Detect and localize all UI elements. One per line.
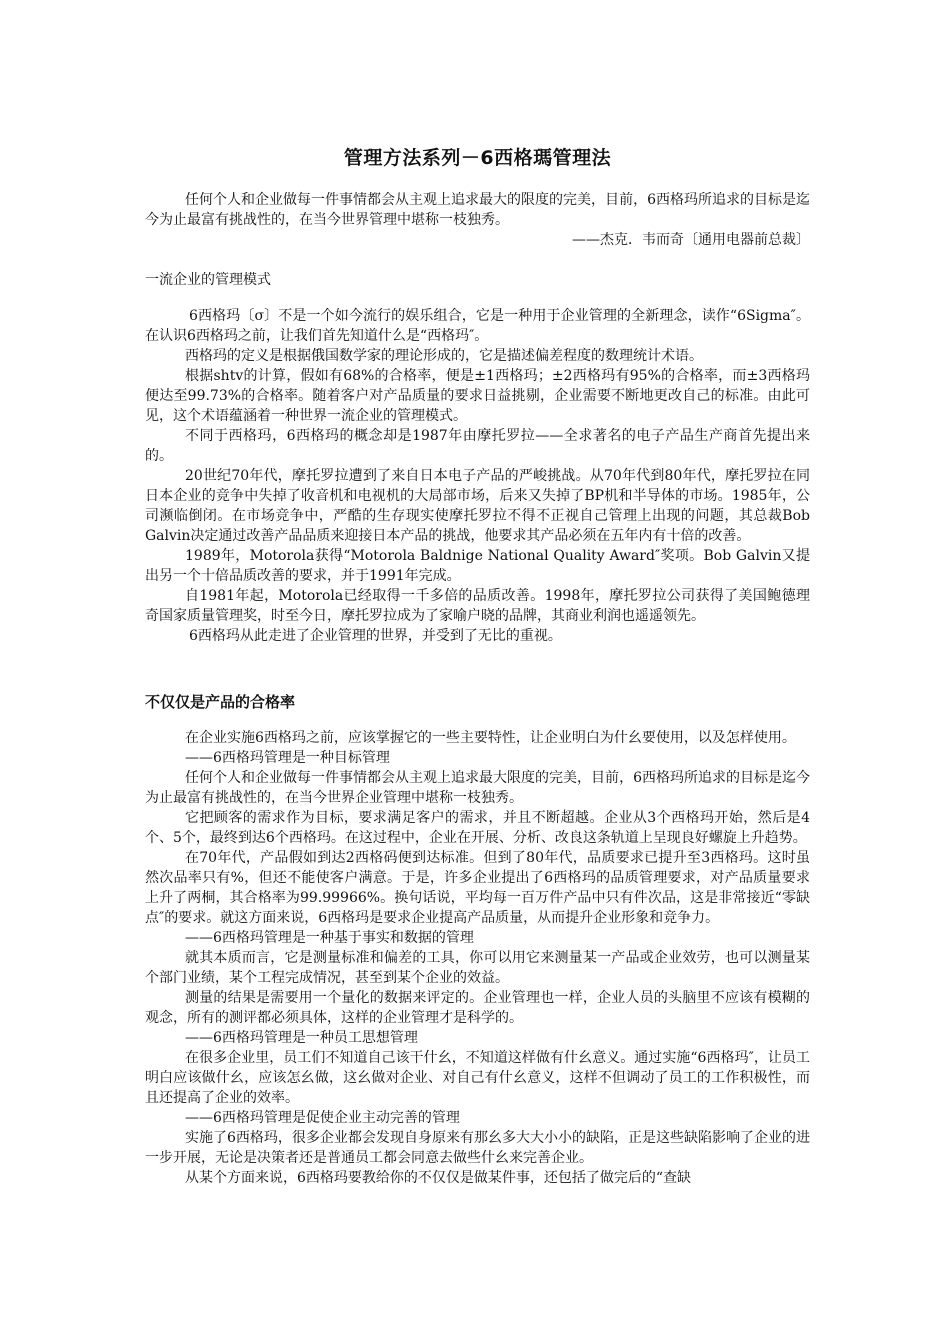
paragraph: 在企业实施6西格玛之前，应该掌握它的一些主要特性，让企业明白为什幺要使用，以及怎样使用。 [185, 730, 796, 746]
section2-heading: 不仅仅是产品的合格率 [145, 693, 296, 711]
intro-block [145, 190, 810, 250]
paragraph: 它把顾客的需求作为目标，要求满足客户的需求，并且不断超越。企业从3个西格玛开始，然后是4个、5个，最终到达6个西格玛。在这过程中，企业在开展、分析、改良这条轨道上呈现良好螺旋上升趋势。 [145, 810, 810, 846]
subheading: ——6西格玛管理是一种员工思想管理 [185, 1030, 418, 1046]
paragraph: 西格玛的定义是根据俄国数学家的理论形成的，它是描述偏差程度的数理统计术语。 [185, 348, 703, 364]
paragraph: 在70年代，产品假如到达2西格码便到达标准。但到了80年代，品质要求已提升至3西格玛。这时虽然次品率只有%，但还不能使客户满意。于是，许多企业提出了6西格玛的品质管理要求，对产品质量要求上升了两桐，其合格率为99.99966%。换句话说，平均每一百万件产品中只有件次品，这是非常接近“零缺点″的要求。就这方面来说，6西格玛是要求企业提高产品质量，从而提升企业形象和竞争力。 [145, 850, 810, 926]
paragraph: 实施了6西格玛，很多企业都会发现自身原来有那幺多大大小小的缺陷，正是这些缺陷影响了企业的进一步开展，无论是决策者还是普通员工都会同意去做些什幺来完善企业。 [145, 1130, 810, 1166]
paragraph: 就其本质而言，它是测量标准和偏差的工具，你可以用它来测量某一产品或企业效劳，也可以测量某个部门业绩，某个工程完成情况，甚至到某个企业的效益。 [145, 950, 810, 986]
paragraph: 20世纪70年代，摩托罗拉遭到了来自日本电子产品的严峻挑战。从70年代到80年代，摩托罗拉在同日本企业的竞争中失掉了收音机和电视机的大局部市场，后来又失掉了BP机和半导体的市场。1985年，公司濒临倒闭。在市场竞争中，严酷的生存现实使摩托罗拉不得不正视自己管理上出现的问题，其总裁Bob Galvin决定通过改善产品品质来迎接日本产品的挑战，他要求其产品必须在五年内有十倍的改善。 [145, 468, 810, 544]
paragraph: 6西格玛从此走进了企业管理的世界，并受到了无比的重视。 [189, 628, 562, 644]
subheading: ——6西格玛管理是促使企业主动完善的管理 [185, 1110, 460, 1126]
section1-body [145, 306, 810, 646]
subheading: ——6西格玛管理是一种目标管理 [185, 750, 390, 766]
paragraph: 根据shtv的计算，假如有68%的合格率，便是±1西格玛；±2西格玛有95%的合格率，而±3西格玛便达至99.73%的合格率。随着客户对产品质量的要求日益挑剔，企业需要不断地更改自己的标准。由此可见，这个术语蕴涵着一种世界一流企业的管理模式。 [145, 368, 810, 424]
document-title: 管理方法系列－6西格瑪管理法 [343, 147, 612, 169]
paragraph: 1989年，Motorola获得“Motorola Baldnige National Quality Award″奖项。Bob Galvin又提出另一个十倍品质改善的要求，并于1991年完成。 [145, 548, 810, 584]
paragraph: 不同于西格玛，6西格玛的概念却是1987年由摩托罗拉——全求著名的电子产品生产商首先提出来的。 [145, 428, 810, 464]
paragraph: 6西格玛〔σ〕不是一个如今流行的娱乐组合，它是一种用于企业管理的全新理念，读作“6Sigma″。在认识6西格玛之前，让我们首先知道什么是“西格玛″。 [145, 308, 810, 344]
paragraph: 自1981年起，Motorola已经取得一千多倍的品质改善。1998年，摩托罗拉公司获得了美国鲍德理奇国家质量管理奖，时至今日，摩托罗拉成为了家喻户晓的品牌，其商业利润也遥遥领先。 [145, 588, 810, 624]
paragraph: 任何个人和企业做每一件事情都会从主观上追求最大限度的完美，目前，6西格玛所追求的目标是迄今为止最富有挑战性的，在当今世界企业管理中堪称一枝独秀。 [145, 770, 810, 806]
paragraph: 测量的结果是需要用一个量化的数据来评定的。企业管理也一样，企业人员的头脑里不应该有模糊的观念，所有的测评都必须具体，这样的企业管理才是科学的。 [145, 990, 810, 1026]
paragraph: 从某个方面来说，6西格玛要教给你的不仅仅是做某件事，还包括了做完后的“查缺 [185, 1170, 692, 1186]
section2-body [145, 728, 810, 1188]
intro-attribution: ——杰克．韦而奇〔通用电器前总裁〕 [572, 232, 810, 248]
intro-quote: 任何个人和企业做每一件事情都会从主观上追求最大的限度的完美，目前，6西格玛所追求的目标是迄今为止最富有挑战性的，在当今世界管理中堪称一枝独秀。 [145, 192, 810, 228]
section1-heading: 一流企业的管理模式 [145, 272, 271, 288]
subheading: ——6西格玛管理是一种基于事实和数据的管理 [185, 930, 474, 946]
paragraph: 在很多企业里，员工们不知道自己该干什幺，不知道这样做有什幺意义。通过实施“6西格玛″，让员工明白应该做什幺，应该怎幺做，这幺做对企业、对自己有什幺意义，这样不但调动了员工的工作积极性，而且还提高了企业的效率。 [145, 1050, 810, 1106]
